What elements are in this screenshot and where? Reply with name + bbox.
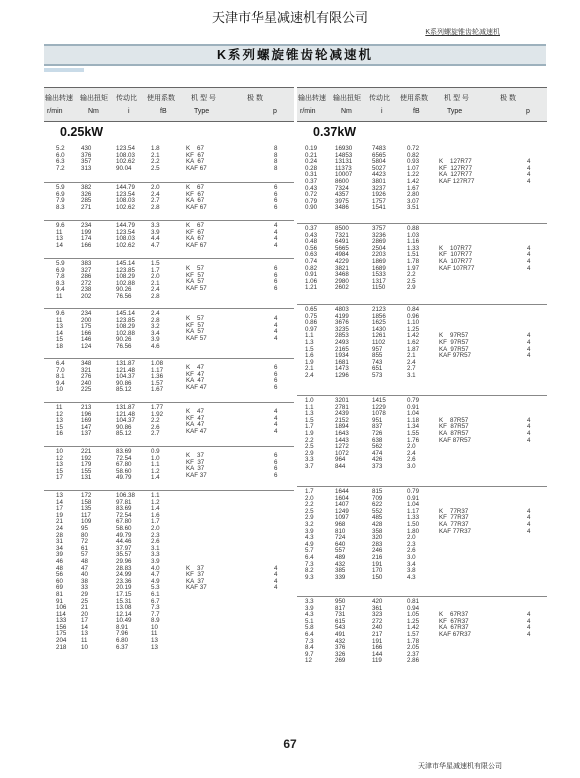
col-head-torque: 输出扭矩: [80, 95, 108, 102]
cell-factor: 1.5 1.7 2.0 2.1 2.4 2.8: [151, 260, 160, 300]
cell-factor: 3.3 3.9 4.4 4.7: [151, 222, 160, 249]
cell-torque: 16930 14853 13131 11373 10007 8600 7324 4357 3975 3486: [335, 145, 353, 212]
cell-torque: 3201 2781 2439 2152 1894 1643 1443 1272 1072 964 844: [335, 397, 349, 470]
cell-poles: 6 6 6 6: [274, 364, 278, 391]
cell-torque: 8500 7321 6491 5665 4984 4229 3821 3468 2980 2602: [335, 225, 349, 292]
col-head-ratio: 传动比: [369, 95, 390, 102]
cell-speed: 13 14 17 19 21 24 28 31 34 39 46 48 56 60 69 81 91 106 114 133 156 175 204 218: [56, 492, 67, 651]
data-block: [297, 486, 547, 597]
cell-torque: 348 321 276 240 225: [81, 360, 92, 394]
cell-ratio: 2123 1856 1625 1430 1261 1102 957 855 743 651 573: [372, 306, 386, 379]
col-head-speed: 输出转速: [45, 95, 73, 102]
cell-poles: 6 6 6 6: [274, 184, 278, 211]
cell-poles: 6 6 6 6: [274, 452, 278, 479]
cell-factor: 0.9 1.0 1.1 1.2 1.4: [151, 448, 160, 482]
cell-poles: 4 4 4 4: [274, 315, 278, 342]
power-rating: 0.25kW: [60, 125, 104, 139]
cell-factor: 1.08 1.17 1.36 1.57 1.67: [151, 360, 164, 394]
cell-factor: 0.84 0.96 1.10 1.25 1.42 1.62 1.87 2.1 2.4 2.7 3.1: [407, 306, 420, 379]
cell-poles: 4 4 4 4: [527, 244, 531, 272]
cell-speed: 10 12 13 15 17: [56, 448, 63, 482]
cell-type: K 57 KF 57 KA 57 KAF 57: [186, 265, 207, 292]
data-block: [44, 308, 294, 359]
cell-speed: 3.3 3.9 4.3 5.1 5.8 6.4 7.3 8.4 9.7 12: [305, 598, 314, 665]
data-block: [44, 446, 294, 491]
cell-factor: 1.77 1.92 2.2 2.6 2.7: [151, 404, 164, 438]
section-subtitle: K系列螺旋锥齿轮减速机: [425, 29, 500, 36]
cell-type: K 67 KF 67 KA 67 KAF 67: [186, 184, 207, 211]
cell-poles: 4 4 4 4: [274, 408, 278, 435]
cell-factor: 0.81 0.94 1.05 1.25 1.42 1.57 1.78 2.05 2.37 2.86: [407, 598, 420, 665]
col-head-poles: 极 数: [500, 95, 516, 102]
col-head-factor: 使用系数: [147, 95, 175, 102]
col-unit-ratio: i: [128, 108, 130, 115]
company-name-footer: 天津市华星减速机有限公司: [418, 763, 502, 770]
cell-type: K 97R57 KF 97R57 KA 97R57 KAF 97R57: [439, 332, 471, 360]
col-head-speed: 输出转速: [298, 95, 326, 102]
cell-poles: 6 6 6 6: [274, 265, 278, 292]
cell-speed: 1.0 1.1 1.3 1.5 1.7 1.9 2.2 2.5 2.9 3.3 3.7: [305, 397, 314, 470]
col-unit-type: Type: [447, 108, 463, 115]
cell-factor: 0.88 1.03 1.16 1.33 1.51 1.78 1.97 2.2 2.5 2.9: [407, 225, 420, 292]
cell-speed: 5.9 6.9 7.8 8.3 9.4 11: [56, 260, 65, 300]
cell-poles: 4 4 4 4: [274, 564, 278, 592]
cell-speed: 0.65 0.75 0.86 0.97 1.1 1.3 1.5 1.6 1.9 2.1 2.4: [305, 306, 318, 379]
cell-torque: 221 192 179 155 131: [81, 448, 92, 482]
cell-factor: 2.4 2.8 3.2 3.4 3.9 4.6: [151, 310, 160, 350]
cell-type: K 57 KF 57 KA 57 KAF 57: [186, 315, 207, 342]
cell-torque: 234 200 175 166 146 124: [81, 310, 92, 350]
col-unit-poles: p: [526, 108, 530, 115]
table-header: [297, 87, 547, 122]
cell-ratio: 145.14 123.85 108.29 102.88 90.26 76.56: [116, 310, 135, 350]
cell-factor: 1.8 2.1 2.2 2.5: [151, 145, 160, 172]
data-block: [44, 220, 294, 259]
data-block: [44, 182, 294, 221]
cell-type: K 67 KF 67 KA 67 KAF 67: [186, 222, 207, 249]
data-block: [44, 143, 294, 183]
title-bar: [44, 44, 546, 66]
cell-ratio: 3757 3236 2869 2504 2203 1869 1689 1533 1317 1150: [372, 225, 386, 292]
cell-ratio: 106.38 97.81 83.69 72.54 67.80 58.60 49.79 44.46 37.97 35.57 29.96 28.83 24.99 23.36 20.19 17.15 15.31 13.08 12.14 10.49 8.91 7.96 6.80 6.37: [116, 492, 135, 651]
col-unit-torque: Nm: [341, 108, 352, 115]
cell-type: K 107R77 KF 107R77 KA 107R77 KAF 107R77: [439, 244, 475, 272]
col-unit-speed: r/min: [300, 108, 316, 115]
cell-speed: 9.6 11 13 14: [56, 222, 65, 249]
cell-speed: 0.19 0.21 0.24 0.28 0.31 0.37 0.43 0.72 0.79 0.90: [305, 145, 318, 212]
right-table: [297, 87, 547, 741]
col-head-torque: 输出扭矩: [333, 95, 361, 102]
cell-ratio: 1415 1229 1078 951 837 726 638 562 474 426 373: [372, 397, 386, 470]
cell-torque: 382 326 285 271: [81, 184, 92, 211]
cell-factor: 2.0 2.4 2.7 2.8: [151, 184, 160, 211]
cell-ratio: 145.14 123.85 108.29 102.88 90.26 76.56: [116, 260, 135, 300]
cell-speed: 9.6 11 13 14 15 18: [56, 310, 65, 350]
col-unit-type: Type: [194, 108, 210, 115]
cell-torque: 4803 4199 3676 3235 2853 2493 2165 1934 1681 1473 1296: [335, 306, 349, 379]
col-unit-factor: fB: [413, 108, 420, 115]
col-unit-poles: p: [273, 108, 277, 115]
cell-factor: 0.79 0.91 1.04 1.17 1.33 1.50 1.80 2.0 2.3 2.6 3.0 3.4 3.8 4.3: [407, 488, 420, 581]
cell-ratio: 144.79 123.54 108.03 102.62: [116, 222, 135, 249]
data-block: [297, 395, 547, 487]
data-block: [297, 304, 547, 396]
cell-ratio: 123.54 108.03 102.62 90.04: [116, 145, 135, 172]
col-unit-speed: r/min: [47, 108, 63, 115]
cell-poles: 4 4 4 4: [527, 416, 531, 444]
data-block: [44, 258, 294, 309]
cell-speed: 0.37 0.43 0.48 0.56 0.63 0.74 0.82 0.91 1.06 1.21: [305, 225, 318, 292]
page-number: 67: [283, 737, 297, 751]
cell-speed: 6.4 7.0 8.1 9.4 10: [56, 360, 65, 394]
left-table: [44, 87, 294, 741]
cell-type: K 77R37 KF 77R37 KA 77R37 KAF 77R37: [439, 507, 471, 535]
cell-speed: 11 12 13 15 16: [56, 404, 63, 438]
data-block: [44, 358, 294, 403]
cell-ratio: 131.87 121.48 104.37 90.86 85.12: [116, 360, 135, 394]
cell-poles: 4 4 4 4: [274, 222, 278, 249]
cell-ratio: 131.87 121.48 104.37 90.86 85.12: [116, 404, 135, 438]
cell-torque: 950 817 731 615 543 491 432 376 326 269: [335, 598, 346, 665]
page-title: K系列螺旋锥齿轮减速机: [216, 48, 374, 62]
cell-type: K 67 KF 67 KA 67 KAF 67: [186, 145, 207, 172]
company-name-header: 天津市华星减速机有限公司: [211, 10, 368, 25]
cell-torque: 234 199 174 166: [81, 222, 92, 249]
cell-type: K 87R57 KF 87R57 KA 87R57 KAF 87R57: [439, 416, 471, 444]
cell-factor: 0.79 0.91 1.04 1.18 1.34 1.55 1.76 2.0 2.4 2.6 3.0: [407, 397, 420, 470]
cell-poles: 4 4 4 4: [527, 158, 531, 185]
cell-type: K 127R77 KF 127R77 KA 127R77 KAF 127R77: [439, 158, 475, 185]
cell-poles: 4 4 4 4: [527, 507, 531, 535]
cell-type: K 37 KF 37 KA 37 KAF 37: [186, 564, 207, 592]
col-unit-torque: Nm: [88, 108, 99, 115]
data-block: [297, 223, 547, 305]
col-unit-ratio: i: [381, 108, 383, 115]
cell-poles: 4 4 4 4: [527, 332, 531, 360]
accent-strip: [44, 68, 84, 72]
cell-type: K 47 KF 47 KA 47 KAF 47: [186, 408, 207, 435]
cell-torque: 383 327 286 272 238 202: [81, 260, 92, 300]
cell-type: K 37 KF 37 KA 37 KAF 37: [186, 452, 207, 479]
cell-ratio: 83.69 72.54 67.80 58.60 49.79: [116, 448, 132, 482]
data-block: [44, 402, 294, 447]
cell-torque: 430 376 357 313: [81, 145, 92, 172]
cell-torque: 172 158 135 117 109 95 80 72 61 57 48 47 40 38 33 29 25 21 20 17 14 13 11 10: [81, 492, 92, 651]
col-unit-factor: fB: [160, 108, 167, 115]
col-head-type: 机 型 号: [444, 95, 469, 102]
data-block: [297, 596, 547, 676]
cell-factor: 0.72 0.82 0.93 1.07 1.22 1.42 1.67 2.80 3.07 3.51: [407, 145, 420, 212]
cell-factor: 1.1 1.2 1.4 1.6 1.7 2.0 2.3 2.6 3.1 3.3 3.9 4.0 4.7 4.9 5.3 6.1 6.7 7.3 7.7 8.9 10 11 13 13: [151, 492, 160, 651]
cell-speed: 5.2 6.0 6.3 7.2: [56, 145, 65, 172]
cell-ratio: 420 361 323 272 240 217 191 166 144 119: [372, 598, 383, 665]
col-head-poles: 极 数: [247, 95, 263, 102]
cell-type: K 67R37 KF 67R37 KA 67R37 KAF 67R37: [439, 611, 471, 638]
cell-ratio: 144.79 123.54 108.03 102.62: [116, 184, 135, 211]
power-rating: 0.37kW: [313, 125, 357, 139]
cell-poles: 8 8 8 8: [274, 145, 278, 172]
cell-speed: 5.9 6.9 7.9 8.3: [56, 184, 65, 211]
col-head-ratio: 传动比: [116, 95, 137, 102]
cell-type: K 47 KF 47 KA 47 KAF 47: [186, 364, 207, 391]
cell-torque: 1644 1604 1407 1249 1097 968 810 724 640 557 489 432 385 339: [335, 488, 349, 581]
cell-ratio: 815 709 622 552 485 428 358 320 283 246 216 191 170 150: [372, 488, 383, 581]
col-head-type: 机 型 号: [191, 95, 216, 102]
cell-ratio: 7483 6565 5804 5027 4423 3801 3237 1926 1757 1541: [372, 145, 386, 212]
data-block: [44, 490, 294, 656]
col-head-factor: 使用系数: [400, 95, 428, 102]
cell-speed: 1.7 2.0 2.2 2.5 2.9 3.2 3.9 4.3 4.9 5.7 6.4 7.3 8.2 9.3: [305, 488, 314, 581]
table-header: [44, 87, 294, 122]
cell-poles: 4 4 4 4: [527, 611, 531, 638]
cell-torque: 213 196 169 147 137: [81, 404, 92, 438]
data-block: [297, 143, 547, 224]
